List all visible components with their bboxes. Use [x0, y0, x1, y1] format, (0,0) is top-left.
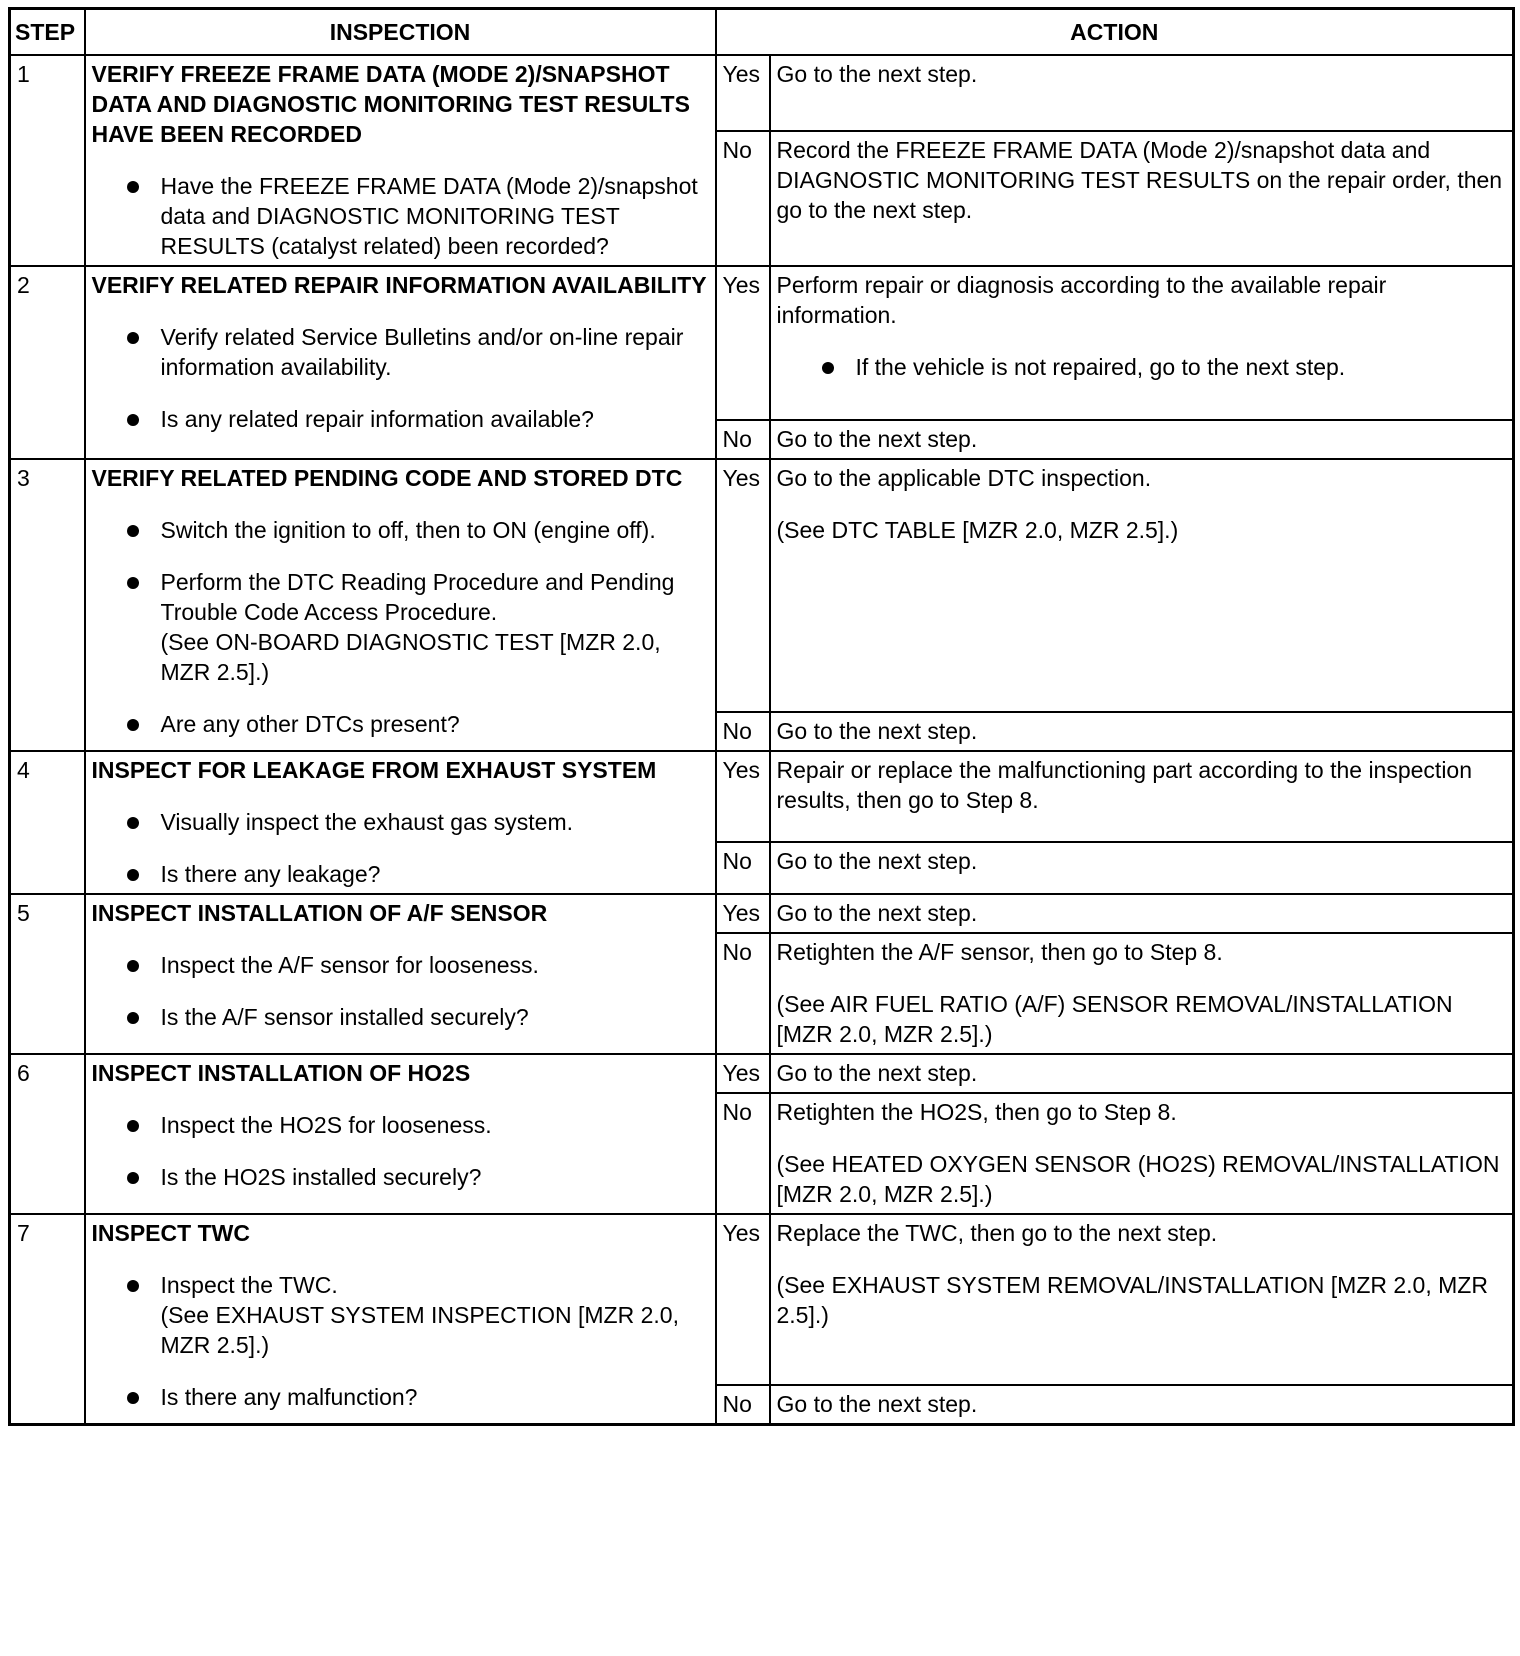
- header-step: STEP: [10, 9, 85, 56]
- bullet-item: If the vehicle is not repaired, go to the next step.: [856, 352, 1507, 382]
- no-label: No: [716, 842, 770, 894]
- reference-text: (See HEATED OXYGEN SENSOR (HO2S) REMOVAL/INSTALLATION [MZR 2.0, MZR 2.5].): [776, 1151, 1500, 1207]
- no-label: No: [716, 420, 770, 459]
- bullet-item: Is the A/F sensor installed securely?: [161, 1002, 709, 1032]
- yes-label: Yes: [716, 266, 770, 420]
- yes-action: Go to the next step.: [770, 1054, 1514, 1093]
- header-action: ACTION: [716, 9, 1514, 56]
- reference-text: (See ON-BOARD DIAGNOSTIC TEST [MZR 2.0, MZR 2.5].): [160, 629, 661, 685]
- step-5-yes-row: [10, 894, 1514, 933]
- step-inspection: [85, 459, 716, 751]
- no-label: No: [716, 131, 770, 266]
- no-action: Record the FREEZE FRAME DATA (Mode 2)/snapshot data and DIAGNOSTIC MONITORING TEST RESULTS on the repair order, then go to the next step.: [770, 131, 1514, 266]
- step-title: VERIFY FREEZE FRAME DATA (MODE 2)/SNAPSHOT DATA AND DIAGNOSTIC MONITORING TEST RESULTS HAVE BEEN RECORDED: [91, 61, 690, 147]
- yes-action: [770, 266, 1514, 420]
- no-action: Go to the next step.: [770, 420, 1514, 459]
- step-4-yes-row: [10, 751, 1514, 842]
- step-title: INSPECT INSTALLATION OF HO2S: [91, 1060, 471, 1086]
- yes-label: Yes: [716, 55, 770, 131]
- no-label: No: [716, 1093, 770, 1214]
- reference-text: (See DTC TABLE [MZR 2.0, MZR 2.5].): [776, 517, 1179, 543]
- reference-text: (See AIR FUEL RATIO (A/F) SENSOR REMOVAL/INSTALLATION [MZR 2.0, MZR 2.5].): [776, 991, 1453, 1047]
- step-title: INSPECT INSTALLATION OF A/F SENSOR: [91, 900, 548, 926]
- bullet-item: Is there any leakage?: [161, 859, 709, 889]
- no-label: No: [716, 1385, 770, 1425]
- diagnostic-procedure-table: [8, 7, 1515, 1426]
- yes-action: Go to the next step.: [770, 894, 1514, 933]
- bullet-item: Perform the DTC Reading Procedure and Pending Trouble Code Access Procedure.: [161, 567, 709, 627]
- step-number: 3: [10, 459, 85, 751]
- step-7-yes-row: [10, 1214, 1514, 1385]
- bullet-item: Is the HO2S installed securely?: [161, 1162, 709, 1192]
- bullet-item: Is any related repair information available?: [161, 404, 709, 434]
- yes-label: Yes: [716, 751, 770, 842]
- yes-label: Yes: [716, 894, 770, 933]
- yes-action-text: Replace the TWC, then go to the next step.: [776, 1220, 1218, 1246]
- no-action: Go to the next step.: [770, 712, 1514, 751]
- no-action-text: Retighten the A/F sensor, then go to Step 8.: [776, 939, 1223, 965]
- step-inspection: [85, 751, 716, 894]
- yes-action: Go to the next step.: [770, 55, 1514, 131]
- step-number: 6: [10, 1054, 85, 1214]
- no-action-text: Retighten the HO2S, then go to Step 8.: [776, 1099, 1177, 1125]
- no-label: No: [716, 712, 770, 751]
- step-number: 7: [10, 1214, 85, 1425]
- step-number: 1: [10, 55, 85, 266]
- header-inspection: INSPECTION: [85, 9, 716, 56]
- step-number: 2: [10, 266, 85, 459]
- step-inspection: [85, 1054, 716, 1214]
- yes-label: Yes: [716, 1054, 770, 1093]
- step-3-yes-row: [10, 459, 1514, 712]
- no-label: No: [716, 933, 770, 1054]
- bullet-item: Visually inspect the exhaust gas system.: [161, 807, 709, 837]
- yes-label: Yes: [716, 1214, 770, 1385]
- bullet-item: Have the FREEZE FRAME DATA (Mode 2)/snapshot data and DIAGNOSTIC MONITORING TEST RESULTS (catalyst related) been recorded?: [161, 171, 709, 261]
- step-title: INSPECT TWC: [91, 1220, 250, 1246]
- step-inspection: [85, 266, 716, 459]
- step-1-yes-row: [10, 55, 1514, 131]
- bullet-item: Inspect the HO2S for looseness.: [161, 1110, 709, 1140]
- reference-text: (See EXHAUST SYSTEM REMOVAL/INSTALLATION [MZR 2.0, MZR 2.5].): [776, 1272, 1488, 1328]
- yes-action: [770, 1214, 1514, 1385]
- yes-action-text: Perform repair or diagnosis according to the available repair information.: [776, 272, 1387, 328]
- no-action: [770, 1093, 1514, 1214]
- header-row: [10, 9, 1514, 56]
- step-inspection: [85, 1214, 716, 1425]
- bullet-item: Inspect the TWC.: [161, 1270, 709, 1300]
- step-number: 5: [10, 894, 85, 1054]
- step-inspection: [85, 55, 716, 266]
- reference-text: (See EXHAUST SYSTEM INSPECTION [MZR 2.0, MZR 2.5].): [160, 1302, 679, 1358]
- step-number: 4: [10, 751, 85, 894]
- bullet-item: Switch the ignition to off, then to ON (engine off).: [161, 515, 709, 545]
- no-action: Go to the next step.: [770, 842, 1514, 894]
- bullet-item: Inspect the A/F sensor for looseness.: [161, 950, 709, 980]
- yes-action: Repair or replace the malfunctioning part according to the inspection results, then go to Step 8.: [770, 751, 1514, 842]
- step-title: VERIFY RELATED REPAIR INFORMATION AVAILABILITY: [91, 272, 707, 298]
- step-title: INSPECT FOR LEAKAGE FROM EXHAUST SYSTEM: [91, 757, 657, 783]
- bullet-item: Is there any malfunction?: [161, 1382, 709, 1412]
- bullet-item: Are any other DTCs present?: [161, 709, 709, 739]
- step-inspection: [85, 894, 716, 1054]
- yes-label: Yes: [716, 459, 770, 712]
- no-action: Go to the next step.: [770, 1385, 1514, 1425]
- yes-action: [770, 459, 1514, 712]
- no-action: [770, 933, 1514, 1054]
- yes-action-text: Go to the applicable DTC inspection.: [776, 465, 1152, 491]
- bullet-item: Verify related Service Bulletins and/or on-line repair information availability.: [161, 322, 709, 382]
- step-6-yes-row: [10, 1054, 1514, 1093]
- step-title: VERIFY RELATED PENDING CODE AND STORED DTC: [91, 465, 683, 491]
- step-2-yes-row: [10, 266, 1514, 420]
